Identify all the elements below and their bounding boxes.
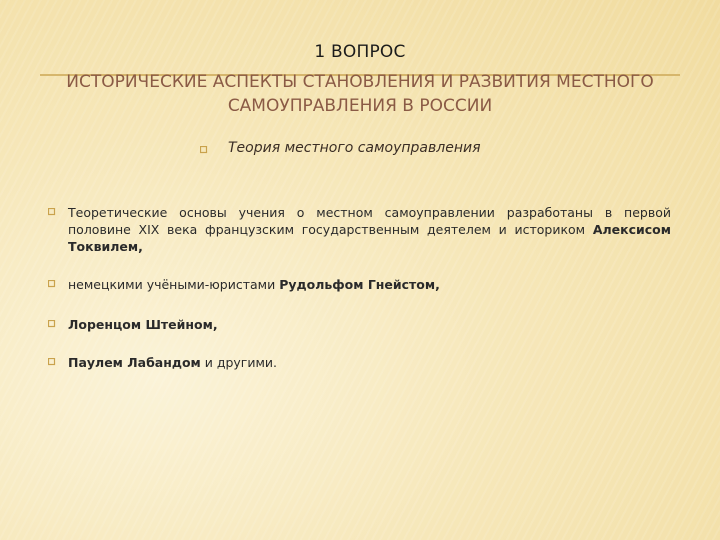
bullet-icon — [48, 358, 58, 368]
bullet-paragraph — [68, 354, 671, 371]
slide-title-number: 1 ВОПРОС — [314, 42, 406, 62]
bullet-paragraph — [68, 204, 671, 255]
slide-subtitle: Теория местного самоуправления — [228, 140, 481, 156]
bullet-tail: и другими. — [200, 355, 278, 370]
bullet-bold-name: Паулем Лабандом — [68, 355, 201, 370]
bullet-bold-name: Алексисом Токвилем, — [68, 222, 671, 254]
bullet-text: Теоретические основы учения о местном самоуправлении разработаны в первой половине XIX века французским государственным деятелем и историком — [68, 205, 671, 237]
bullet-bold-name: Рудольфом Гнейстом, — [279, 277, 440, 292]
bullet-paragraph — [68, 276, 671, 293]
subtitle-bullet-icon — [200, 146, 210, 156]
bullet-icon — [48, 320, 58, 330]
bullet-icon — [48, 280, 58, 290]
bullet-paragraph — [68, 316, 671, 333]
bullet-icon — [48, 208, 58, 218]
slide-title: ИСТОРИЧЕСКИЕ АСПЕКТЫ СТАНОВЛЕНИЯ И РАЗВИТИЯ МЕСТНОГО САМОУПРАВЛЕНИЯ В РОССИИ — [66, 72, 654, 116]
bullet-bold-name: Лоренцом Штейном, — [68, 317, 218, 332]
bullet-text: немецкими учёными-юристами — [68, 277, 280, 292]
